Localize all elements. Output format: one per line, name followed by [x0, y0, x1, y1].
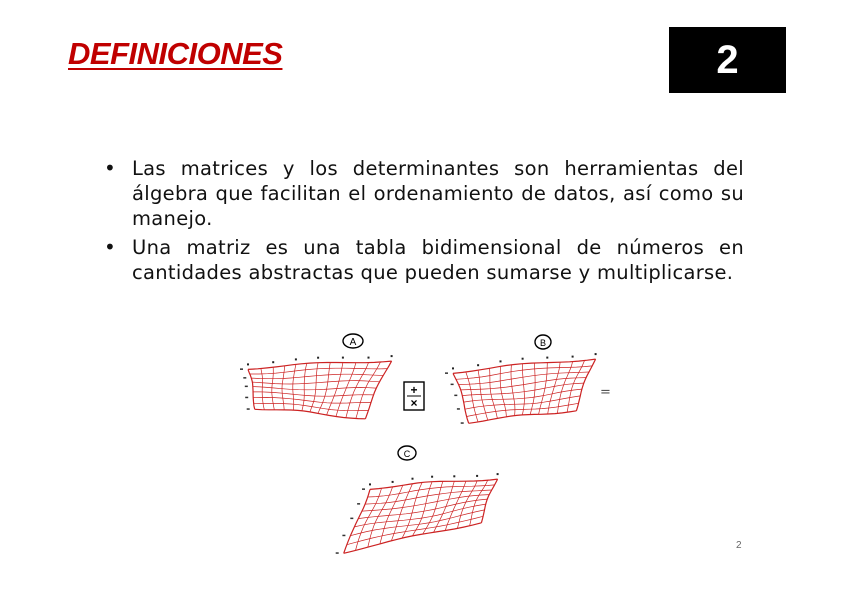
- grid-line: [465, 396, 580, 409]
- grid-b-figure: [435, 330, 615, 442]
- grid-line: [248, 369, 255, 409]
- axis-tick-dot: [368, 357, 370, 359]
- operator-box: [403, 381, 425, 411]
- axis-tick-dot: [500, 360, 502, 362]
- axis-tick-dash: [451, 384, 454, 386]
- grid-line: [522, 364, 524, 415]
- axis-tick-dash: [362, 488, 365, 490]
- grid-line: [310, 363, 318, 412]
- grid-line: [251, 374, 383, 379]
- axis-tick-dash: [454, 395, 457, 397]
- axis-tick-dash: [342, 535, 345, 537]
- grid-line: [250, 368, 387, 374]
- grid-c-label: C: [403, 449, 411, 459]
- grid-line: [253, 397, 371, 403]
- axis-tick-dot: [391, 355, 393, 357]
- axis-tick-dot: [272, 361, 274, 363]
- bullet-dot-icon: •: [104, 235, 117, 259]
- grid-line: [346, 363, 369, 418]
- grid-line: [490, 368, 498, 418]
- bullet-text: Las matrices y los determinantes son herramientas del álgebra que facilitan el ordenamiento de datos, así como su manejo.: [132, 157, 744, 230]
- grid-line: [511, 365, 515, 416]
- axis-tick-dot: [522, 358, 524, 360]
- axis-tick-dash: [357, 503, 360, 505]
- axis-tick-dot: [247, 363, 249, 365]
- grid-c-axis-ticks-icon: [336, 473, 499, 554]
- grid-line: [530, 363, 535, 415]
- grid-line: [318, 363, 330, 414]
- bullet-list: [104, 156, 744, 289]
- slide-title: DEFINICIONES: [68, 36, 283, 71]
- axis-tick-dash: [247, 408, 250, 410]
- equals-sign: =: [600, 385, 611, 400]
- grid-line: [453, 359, 596, 373]
- axis-tick-dot: [342, 357, 344, 359]
- axis-tick-dash: [461, 422, 464, 424]
- grid-line: [336, 363, 356, 417]
- grid-a-figure: [226, 330, 406, 442]
- axis-tick-dot: [477, 364, 479, 366]
- plus-icon: +: [410, 383, 418, 397]
- axis-tick-dash: [245, 397, 248, 399]
- grid-line: [253, 392, 374, 396]
- axis-tick-dot: [595, 353, 597, 355]
- axis-tick-dot: [476, 475, 478, 477]
- bullet-dot-icon: •: [104, 156, 117, 180]
- times-icon: ×: [410, 396, 418, 410]
- axis-tick-dash: [240, 368, 243, 370]
- axis-tick-dash: [445, 372, 448, 374]
- axis-tick-dot: [453, 475, 455, 477]
- bullet-item: [104, 156, 744, 231]
- axis-tick-dash: [245, 386, 248, 388]
- grid-c-mesh: [344, 479, 498, 553]
- grid-b-mesh: [453, 359, 596, 423]
- axis-tick-dot: [412, 478, 414, 480]
- page-number: 2: [736, 540, 742, 551]
- axis-tick-dash: [336, 552, 339, 554]
- bullet-text: Una matriz es una tabla bidimensional de números en cantidades abstractas que pueden sumarse y multiplicarse.: [132, 236, 744, 284]
- axis-tick-dash: [243, 377, 246, 379]
- grid-line: [500, 366, 506, 416]
- axis-tick-dot: [295, 358, 297, 360]
- axis-tick-dot: [497, 473, 499, 475]
- axis-tick-dash: [457, 408, 460, 410]
- axis-tick-dot: [452, 367, 454, 369]
- axis-tick-dot: [546, 357, 548, 359]
- grid-line: [248, 361, 392, 369]
- bullet-item: [104, 235, 744, 285]
- grid-line: [253, 387, 376, 390]
- grid-a-mesh: [248, 361, 392, 419]
- axis-tick-dot: [317, 357, 319, 359]
- grid-c-figure: [325, 440, 515, 570]
- grid-a-label: A: [349, 337, 357, 348]
- grid-line: [453, 373, 469, 423]
- grid-line: [344, 523, 482, 554]
- grid-b-label: B: [539, 338, 547, 348]
- axis-tick-dot: [369, 483, 371, 485]
- axis-tick-dot: [431, 476, 433, 478]
- axis-tick-dash: [350, 518, 353, 520]
- grid-line: [347, 516, 483, 544]
- grid-line: [457, 481, 477, 529]
- axis-tick-dot: [392, 481, 394, 483]
- slide-number-box: 2: [669, 27, 786, 93]
- axis-tick-dot: [572, 356, 574, 358]
- grid-line: [365, 361, 391, 419]
